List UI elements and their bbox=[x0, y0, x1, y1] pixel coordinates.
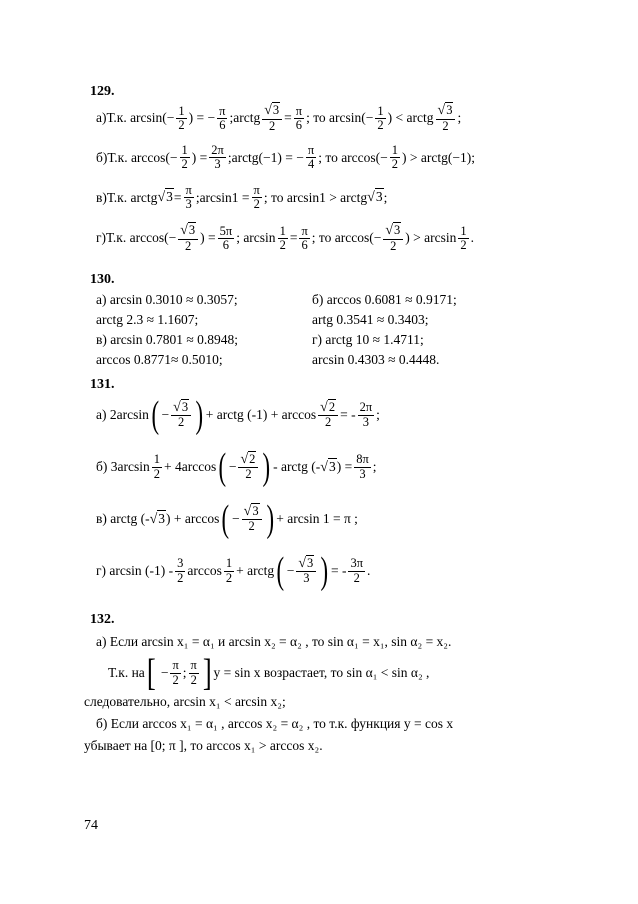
parenthesized-expression: ( − $\frac{√2}{2}$ ) bbox=[218, 446, 271, 488]
problem-129-c: в)Т.к. arctg √3 = $\frac{\pi}{3}$ ;arcsin1 = $\frac{\pi}{2}$ ; то arcsin1 > arctg √3 ; bbox=[96, 183, 388, 212]
fraction: $\frac{1}{2}$ bbox=[377, 103, 384, 132]
problem-130-title: 130. bbox=[90, 272, 115, 287]
fraction: $\frac{1}{2}$ bbox=[181, 143, 188, 172]
problem-132-title: 132. bbox=[90, 612, 115, 627]
problem-132-b-line2: убывает на [0; π ], то arccos x₁ > arccos x₂. bbox=[84, 738, 323, 753]
problem-131-a: а) 2arcsin ( − $\frac{√3}{2}$ ) + arctg (-1) + arccos $\frac{√2}{2}$ = - $\frac{2\pi}{3}$ ; bbox=[96, 394, 380, 436]
p130-row-4-right: arcsin 0.4303 ≈ 0.4448. bbox=[312, 352, 440, 367]
interval-bracket: [ − $\frac{\pi}{2}$ ; $\frac{\pi}{2}$ ] bbox=[146, 652, 212, 694]
p130-row-1-left: а) arcsin 0.3010 ≈ 0.3057; bbox=[96, 292, 238, 307]
page-number: 74 bbox=[84, 818, 98, 833]
problem-132-a-line2: Т.к. на [ − $\frac{\pi}{2}$ ; $\frac{\pi}{2}$ ] y = sin x возрастает, то sin α₁ < sin α₂ , bbox=[108, 652, 430, 694]
problem-132-a-line3: следовательно, arcsin x₁ < arcsin x₂; bbox=[84, 694, 286, 709]
sqrt: √3 bbox=[157, 189, 173, 206]
fraction: $\frac{\pi}{3}$ bbox=[185, 183, 192, 212]
parenthesized-expression: ( − $\frac{√3}{3}$ ) bbox=[276, 550, 329, 592]
problem-131-b: б) 3arcsin $\frac{1}{2}$ + 4arccos ( − $\frac{√2}{2}$ ) - arctg (- √3 ) = $\frac{8\pi}{3}$ ; bbox=[96, 446, 377, 488]
fraction: $\frac{8\pi}{3}$ bbox=[356, 452, 369, 481]
fraction: $\frac{1}{2}$ bbox=[153, 452, 160, 481]
fraction: $\frac{\pi}{6}$ bbox=[219, 103, 226, 132]
p130-row-4-left: arccos 0.8771≈ 0.5010; bbox=[96, 352, 223, 367]
fraction: $\frac{2\pi}{3}$ bbox=[211, 143, 224, 172]
fraction: $\frac{√3}{2}$ bbox=[178, 224, 198, 253]
fraction: $\frac{√3}{2}$ bbox=[436, 104, 456, 133]
fraction: $\frac{√2}{2}$ bbox=[318, 401, 338, 430]
p130-row-3-right: г) arctg 10 ≈ 1.4711; bbox=[312, 332, 424, 347]
p130-row-1-right: б) arccos 0.6081 ≈ 0.9171; bbox=[312, 292, 457, 307]
parenthesized-expression: ( − $\frac{√3}{2}$ ) bbox=[151, 394, 204, 436]
problem-132-a-line1: а) Если arcsin x₁ = α₁ и arcsin x₂ = α₂ , то sin α₁ = x₁, sin α₂ = x₂. bbox=[96, 634, 452, 649]
problem-129-a: а)Т.к. arcsin(− $\frac{1}{2}$ ) = − $\frac{\pi}{6}$ ;arctg $\frac{√3}{2}$ = $\frac{\pi}{6}$ ; то arcsin(− $\frac{1}{2}$ ) < arctg $\frac{√3}{2}$ ; bbox=[96, 103, 462, 133]
problem-129-b: б)Т.к. arccos(− $\frac{1}{2}$ ) = $\frac{2\pi}{3}$ ;arctg(−1) = − $\frac{\pi}{4}$ ; то arccos(− $\frac{1}{2}$ ) > arctg(−1); bbox=[96, 143, 475, 172]
fraction: $\frac{\pi}{2}$ bbox=[253, 183, 260, 212]
sqrt: √3 bbox=[367, 189, 383, 206]
fraction: $\frac{2\pi}{3}$ bbox=[359, 400, 373, 429]
fraction: $\frac{1}{2}$ bbox=[178, 103, 185, 132]
fraction: $\frac{√3}{2}$ bbox=[262, 104, 282, 133]
fraction: $\frac{1}{2}$ bbox=[391, 143, 399, 172]
fraction: $\frac{\pi}{6}$ bbox=[301, 223, 308, 252]
problem-129-d: г)Т.к. arccos(− $\frac{√3}{2}$ ) = $\frac{5\pi}{6}$ ; arcsin $\frac{1}{2}$ = $\frac{\pi}{6}$ ; то arccos(− $\frac{√3}{2}$ ) > arcsin $\frac{1}{2}$ . bbox=[96, 223, 474, 253]
fraction: $\frac{1}{2}$ bbox=[225, 556, 233, 585]
sqrt: √3 bbox=[320, 458, 336, 475]
problem-132-b-line1: б) Если arccos x₁ = α₁ , arccos x₂ = α₂ , то т.к. функция y = cos x bbox=[96, 716, 454, 731]
text: а)Т.к. arcsin(− bbox=[96, 110, 175, 126]
fraction: $\frac{1}{2}$ bbox=[279, 223, 286, 252]
fraction: $\frac{3\pi}{2}$ bbox=[350, 556, 363, 585]
fraction: $\frac{\pi}{6}$ bbox=[295, 103, 303, 132]
parenthesized-expression: ( − $\frac{√3}{2}$ ) bbox=[221, 498, 274, 540]
fraction: $\frac{5\pi}{6}$ bbox=[219, 223, 233, 252]
p130-row-3-left: в) arcsin 0.7801 ≈ 0.8948; bbox=[96, 332, 239, 347]
sqrt: √3 bbox=[149, 510, 166, 527]
problem-131-c: в) arctg (- √3 ) + arccos ( − $\frac{√3}{2}$ ) + arcsin 1 = π ; bbox=[96, 498, 358, 540]
p130-row-2-left: arctg 2.3 ≈ 1.1607; bbox=[96, 312, 199, 327]
problem-131-d: г) arcsin (-1) - $\frac{3}{2}$ arccos $\frac{1}{2}$ + arctg ( − $\frac{√3}{3}$ ) = - $\frac{3\pi}{2}$ . bbox=[96, 550, 371, 592]
fraction: $\frac{\pi}{4}$ bbox=[307, 143, 315, 172]
p130-row-2-right: artg 0.3541 ≈ 0.3403; bbox=[312, 312, 429, 327]
fraction: $\frac{3}{2}$ bbox=[177, 556, 184, 585]
problem-131-title: 131. bbox=[90, 377, 115, 392]
fraction: $\frac{√3}{2}$ bbox=[383, 224, 403, 253]
problem-129-title: 129. bbox=[90, 84, 115, 99]
fraction: $\frac{1}{2}$ bbox=[460, 223, 467, 252]
